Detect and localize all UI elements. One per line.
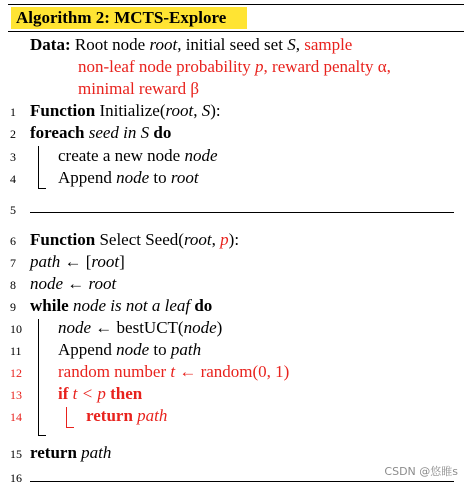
text: create a new node <box>58 146 185 165</box>
line-number: 11 <box>10 344 22 358</box>
keyword: Function <box>30 101 96 120</box>
data-red-3: minimal reward β <box>78 79 200 98</box>
line-number: 12 <box>10 366 22 380</box>
line-number: 16 <box>10 471 22 485</box>
var: node <box>116 168 150 187</box>
data-red-2a: non-leaf node probability <box>78 57 256 76</box>
block-bar-red <box>66 407 67 427</box>
keyword: if <box>58 384 69 403</box>
var: node <box>30 274 64 293</box>
data-p: p <box>255 57 264 76</box>
data-line-1 <box>30 34 352 56</box>
text: ] <box>119 252 125 271</box>
condition: node is not a leaf <box>68 296 195 315</box>
arg: root <box>183 230 212 249</box>
data-line-2 <box>78 56 391 78</box>
text: Append <box>58 340 117 359</box>
var: path <box>76 443 112 462</box>
line-9 <box>30 295 212 317</box>
data-root: root <box>149 35 178 54</box>
var: t <box>170 362 176 381</box>
line-10 <box>58 317 222 339</box>
keyword: return <box>30 443 77 462</box>
data-label: Data: <box>30 35 71 54</box>
data-text-3: , <box>295 35 305 54</box>
keyword: then <box>110 384 143 403</box>
text: to <box>149 168 171 187</box>
text: ) <box>216 318 223 337</box>
keyword: return <box>86 406 133 425</box>
condition: seed in S <box>84 123 154 142</box>
var: node <box>58 318 92 337</box>
arg: p <box>220 230 229 249</box>
end: ): <box>228 230 240 249</box>
text: Append <box>58 168 117 187</box>
data-text-1: Root node <box>74 35 150 54</box>
line-number: 9 <box>10 300 16 314</box>
line-2 <box>30 122 171 144</box>
block-bar <box>38 319 39 435</box>
text: to <box>149 340 171 359</box>
line-8 <box>30 273 116 295</box>
line-number: 1 <box>10 105 16 119</box>
var: root <box>170 168 199 187</box>
line-number: 14 <box>10 410 22 424</box>
condition: t < p <box>68 384 111 403</box>
var: root <box>88 274 117 293</box>
var: node <box>183 318 217 337</box>
data-red-2b: , reward penalty α, <box>263 57 391 76</box>
var: path <box>132 406 168 425</box>
keyword: do <box>153 123 172 142</box>
block-tick <box>38 435 46 436</box>
top-rule <box>8 4 464 5</box>
line-1 <box>30 100 221 122</box>
keyword: foreach <box>30 123 85 142</box>
line-3 <box>58 145 218 167</box>
line-number: 7 <box>10 256 16 270</box>
var: node <box>116 340 150 359</box>
keyword: Function <box>30 230 96 249</box>
data-line-3 <box>78 78 199 100</box>
text: ← [ <box>60 252 92 271</box>
line-6 <box>30 229 239 251</box>
line-number: 2 <box>10 127 16 141</box>
sep: , <box>193 101 202 120</box>
keyword: do <box>194 296 213 315</box>
line-number: 15 <box>10 447 22 461</box>
arg: S <box>201 101 211 120</box>
data-text-2: , initial seed set <box>177 35 288 54</box>
line-15 <box>30 442 111 464</box>
line-number: 10 <box>10 322 22 336</box>
line-number: 8 <box>10 278 16 292</box>
data-s: S <box>287 35 296 54</box>
line-7 <box>30 251 125 273</box>
var: root <box>91 252 120 271</box>
line-number: 3 <box>10 150 16 164</box>
text: random number <box>58 362 171 381</box>
sep: , <box>211 230 221 249</box>
line-11 <box>58 339 201 361</box>
keyword: while <box>30 296 69 315</box>
line-number: 4 <box>10 172 16 186</box>
fn-name: Select Seed( <box>95 230 184 249</box>
block-bar <box>38 146 39 188</box>
var: node <box>184 146 218 165</box>
line-14 <box>86 405 167 427</box>
line-4 <box>58 167 199 189</box>
text: ← random(0, 1) <box>175 362 290 381</box>
line-number: 6 <box>10 234 16 248</box>
text: ← <box>63 274 89 293</box>
separator-5 <box>30 212 454 213</box>
watermark: CSDN @悠睢s <box>384 465 458 478</box>
end: ): <box>210 101 221 120</box>
line-number: 13 <box>10 388 22 402</box>
var: path <box>30 252 61 271</box>
title-rule <box>8 31 464 32</box>
line-12 <box>58 361 289 383</box>
fn-name: Initialize( <box>95 101 166 120</box>
block-tick <box>38 188 46 189</box>
line-number: 5 <box>10 203 16 217</box>
line-13 <box>58 383 142 405</box>
algorithm-title: Algorithm 2: MCTS-Explore <box>16 8 227 27</box>
separator-16 <box>30 481 454 482</box>
block-tick-red <box>66 427 74 428</box>
var: path <box>170 340 202 359</box>
arg: root <box>165 101 194 120</box>
data-red-1: sample <box>304 35 353 54</box>
text: ← bestUCT( <box>91 318 184 337</box>
